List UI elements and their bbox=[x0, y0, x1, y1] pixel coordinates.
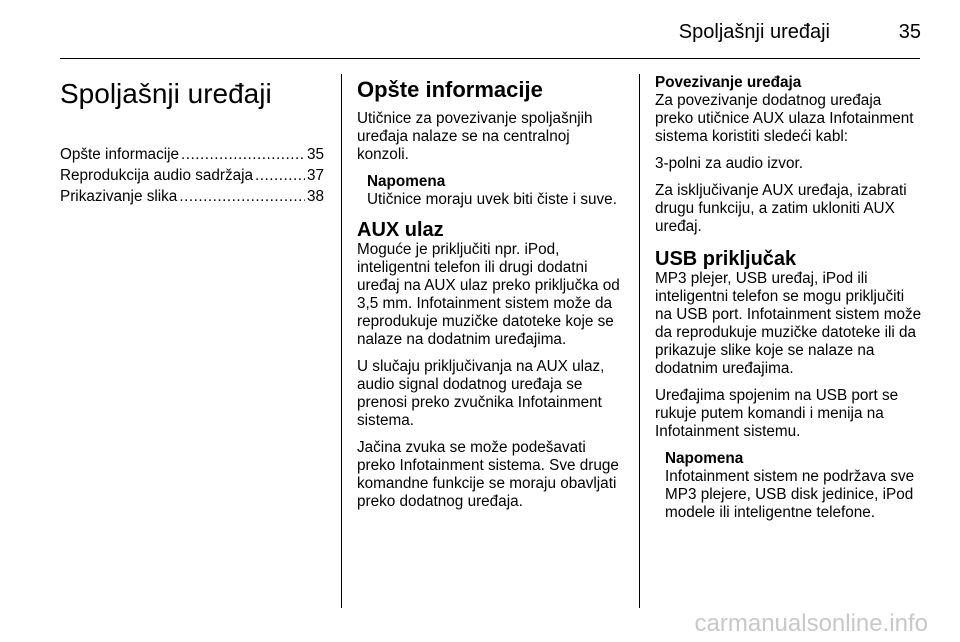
toc-leader-dots bbox=[181, 146, 305, 164]
usb-paragraph-2: Uređajima spojenim na USB port se rukuje putem komandi i menija na Infotainment sistemu. bbox=[655, 387, 899, 440]
toc-item-page: 38 bbox=[306, 188, 324, 205]
toc-item-page: 37 bbox=[306, 167, 324, 184]
toc-item-page: 35 bbox=[306, 146, 324, 163]
table-of-contents bbox=[60, 146, 324, 209]
aux-paragraph-2: U slučaju priključivanja na AUX ulaz, audio signal dodatnog uređaja se prenosi preko zvučnika Infotainment sistema. bbox=[357, 358, 605, 429]
toc-leader-dots bbox=[179, 188, 305, 206]
section-title-aux: AUX ulaz bbox=[357, 219, 444, 241]
aux-paragraph-3: Jačina zvuka se može podešavati preko Infotainment sistema. Sve druge komandne funkcije se moraju obavljati preko dodatnog uređaja. bbox=[357, 439, 619, 510]
note-box bbox=[357, 173, 625, 209]
connect-paragraph-1: Za povezivanje dodatnog uređaja preko utičnice AUX ulaza Infotainment sistema koristiti sledeći kabl: bbox=[655, 92, 914, 145]
connect-section bbox=[655, 74, 923, 146]
usb-paragraph-1: MP3 plejer, USB uređaj, iPod ili inteligentni telefon se mogu priključiti na USB port. Infotainment sistem može da reprodukuje muzičke datoteke ili da prikazuje slike koje se nalaze na dodatnim uređajima. bbox=[655, 270, 922, 377]
toc-item-label: Opšte informacije bbox=[60, 146, 180, 163]
section-title-general: Opšte informacije bbox=[357, 77, 543, 102]
note-label: Napomena bbox=[665, 450, 744, 467]
left-column bbox=[60, 74, 324, 209]
note-box bbox=[655, 450, 923, 522]
connect-heading: Povezivanje uređaja bbox=[655, 74, 802, 91]
connect-paragraph-3: Za isključivanje AUX uređaja, izabrati drugu funkciju, a zatim ukloniti AUX uređaj. bbox=[655, 182, 907, 235]
intro-paragraph: Utičnice za povezivanje spoljašnjih uređaja nalaze se na centralnoj konzoli. bbox=[357, 110, 593, 163]
toc-item[interactable] bbox=[60, 188, 324, 209]
toc-item-label: Reprodukcija audio sadržaja bbox=[60, 167, 254, 184]
chapter-title: Spoljašnji uređaji bbox=[60, 78, 272, 109]
middle-column bbox=[357, 74, 625, 520]
right-column bbox=[655, 74, 923, 532]
toc-item[interactable] bbox=[60, 167, 324, 188]
site-watermark: carmanualsonline.info bbox=[694, 610, 928, 637]
column-divider-right bbox=[639, 74, 640, 608]
connect-paragraph-2: 3-polni za audio izvor. bbox=[655, 155, 803, 172]
page-number: 35 bbox=[898, 21, 921, 43]
note-text: Infotainment sistem ne podržava sve MP3 plejere, USB disk jedinice, iPod modele ili inteligentne telefone. bbox=[665, 468, 915, 521]
aux-paragraph-1: Moguće je priključiti npr. iPod, inteligentni telefon ili drugi dodatni uređaj na AUX ulaz preko priključka od 3,5 mm. Infotainment sistem može da reprodukuje muzičke datoteke koje se nalaze na dodatnim uređajima. bbox=[357, 241, 620, 348]
note-label: Napomena bbox=[367, 173, 446, 190]
column-divider-left bbox=[341, 74, 342, 608]
running-header-title: Spoljašnji uređaji bbox=[678, 21, 830, 43]
toc-item[interactable] bbox=[60, 146, 324, 167]
toc-leader-dots bbox=[255, 167, 305, 185]
note-text: Utičnice moraju uvek biti čiste i suve. bbox=[367, 191, 617, 208]
header-divider bbox=[60, 58, 920, 59]
toc-item-label: Prikazivanje slika bbox=[60, 188, 178, 205]
section-title-usb: USB priključak bbox=[655, 248, 797, 270]
